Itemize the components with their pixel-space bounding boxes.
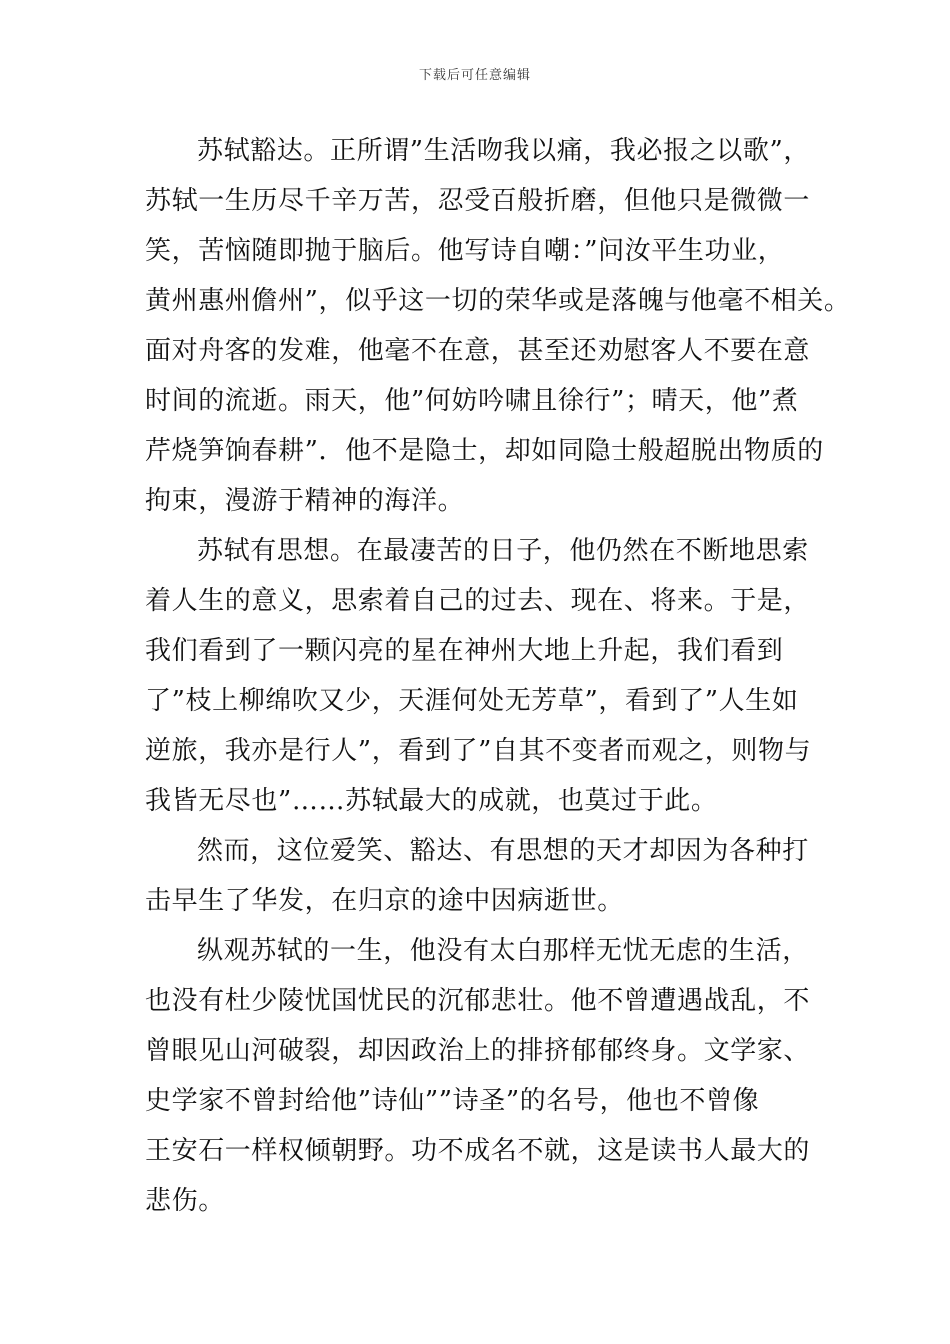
paragraph-4-line-6: 悲伤。 <box>145 1186 225 1216</box>
paragraph-1-line-1: 苏轼豁达。正所谓”生活吻我以痛，我必报之以歌”， <box>197 136 810 166</box>
paragraph-2-line-1: 苏轼有思想。在最凄苦的日子，他仍然在不断地思索 <box>197 536 809 566</box>
page-header: 下载后可任意编辑 <box>418 68 531 83</box>
paragraph-1-line-5: 面对舟客的发难，他毫不在意，甚至还劝慰客人不要在意 <box>145 336 811 366</box>
paragraph-2-line-2: 着人生的意义，思索着自己的过去、现在、将来。于是， <box>145 586 811 616</box>
paragraph-2-line-4: 了”枝上柳绵吹又少，天涯何处无芳草”，看到了”人生如 <box>145 686 799 716</box>
paragraph-1-line-2: 苏轼一生历尽千辛万苦，忍受百般折磨，但他只是微微一 <box>145 186 811 216</box>
paragraph-3-line-1: 然而，这位爱笑、豁达、有思想的天才却因为各种打 <box>197 836 809 866</box>
paragraph-2-line-5: 逆旅，我亦是行人”，看到了”自其不变者而观之，则物与 <box>145 736 812 766</box>
paragraph-2-line-3: 我们看到了一颗闪亮的星在神州大地上升起，我们看到 <box>145 636 784 666</box>
paragraph-1-line-6: 时间的流逝。雨天，他”何妨吟啸且徐行”；晴天，他”煮 <box>145 386 799 416</box>
paragraph-1-line-4: 黄州惠州儋州”，似乎这一切的荣华或是落魄与他毫不相关。 <box>145 286 851 316</box>
paragraph-1-line-7: 芹烧笋饷春耕”．他不是隐士，却如同隐士般超脱出物质的 <box>145 436 824 466</box>
paragraph-1-line-8: 拘束，漫游于精神的海洋。 <box>145 486 465 516</box>
paragraph-4-line-5: 王安石一样权倾朝野。功不成名不就，这是读书人最大的 <box>145 1136 811 1166</box>
paragraph-3-line-2: 击早生了华发，在归京的途中因病逝世。 <box>145 886 624 916</box>
paragraph-4-line-1: 纵观苏轼的一生，他没有太白那样无忧无虑的生活， <box>197 936 809 966</box>
paragraph-4-line-3: 曾眼见山河破裂，却因政治上的排挤郁郁终身。文学家、 <box>145 1036 811 1066</box>
paragraph-1-line-3: 笑，苦恼随即抛于脑后。他写诗自嘲：”问汝平生功业， <box>145 236 785 266</box>
paragraph-4-line-2: 也没有杜少陵忧国忧民的沉郁悲壮。他不曾遭遇战乱，不 <box>145 986 811 1016</box>
paragraph-4-line-4: 史学家不曾封给他”诗仙””诗圣”的名号，他也不曾像 <box>145 1086 760 1116</box>
paragraph-2-line-6: 我皆无尽也”……苏轼最大的成就，也莫过于此。 <box>145 786 718 816</box>
